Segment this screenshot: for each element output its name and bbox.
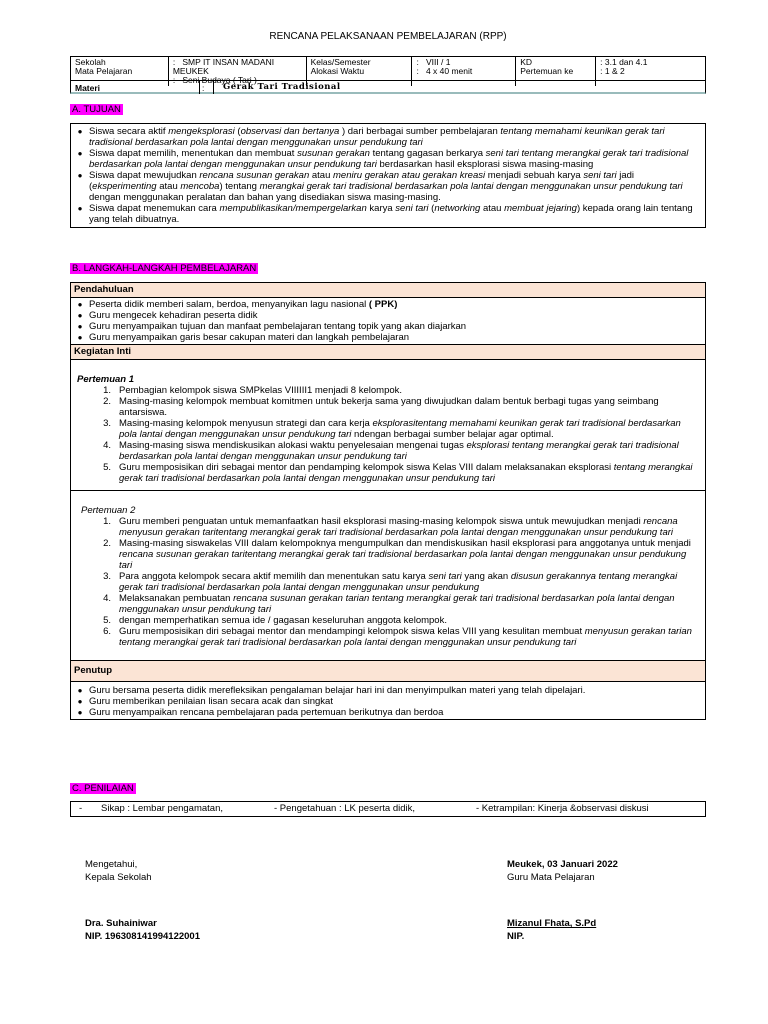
bullet-icon: ● [77,708,83,717]
list-item: 3. Masing-masing kelompok menyusun strategi dan cara kerja eksplorasitentang memahami keunikan gerak tari tradisional berdasarkan pola lantai dengan menggunakan unsur pendukung tari ndengan berbagai sumber belajar agar optimal. [103,418,681,440]
mapel-value: Seni Budaya ( Tari ) [182,75,257,85]
bullet-icon: ● [77,311,83,320]
mengetahui: Mengetahui, [85,859,138,870]
bullet-icon: ● [77,204,83,213]
pertemuan-label: Pertemuan ke [520,66,574,76]
materi-value: Gerak Tari Tradisional [223,82,341,92]
list-item: ● Siswa secara aktif mengeksplorasi (observasi dan bertanya ) dari berbagai sumber pembelajaran tentang memahami keunikan gerak tari tradisional berdasarkan pola lantai dengan menggunakan unsur pendukung tari [71,126,702,148]
document-title: RENCANA PELAKSANAAN PEMBELAJARAN (RPP) [269,31,507,42]
list-item: ● Guru bersama peserta didik merefleksikan pengalaman belajar hari ini dan menyimpulkan materi yang telah dipelajari. [71,685,705,696]
tujuan-box [70,123,706,228]
sekolah-value: SMP IT INSAN MADANI MEUKEK [172,57,275,76]
pendahuluan-label: Pendahuluan [71,283,705,298]
materi-row [70,80,706,94]
section-c-heading: C. PENILAIAN [72,783,134,794]
kelas-label: Kelas/Semester [310,57,371,67]
colon: : [202,83,205,93]
guru-name: Mizanul Fhata, S.Pd [507,918,597,929]
pendahuluan-box [70,282,706,720]
kepala-sekolah-nip: NIP. 196308141994122001 [85,931,200,942]
bullet-icon: ● [77,149,83,158]
list-item: ● Siswa dapat memilih, menentukan dan membuat susunan gerakan tentang gagasan berkarya seni tari tentang merangkai gerak tari tradisional berdasarkan pola lantai dengan menggunakan unsur pendukung tari berdasarkan hasil eksplorasi siswa masing-masing [71,148,702,170]
list-item: 4. Masing-masing siswa mendiskusikan alokasi waktu penyelesaian mengenai tugas eksplorasi tentang merangkai gerak tari tradisional berdasarkan pola lantai dengan menggunakan unsur pendukung tari [103,440,679,462]
penilaian-dash: - [79,803,83,814]
bullet-icon: ● [77,322,83,331]
list-item: 2. Masing-masing kelompok membuat komitmen untuk bekerja sama yang diwujudkan dalam bentuk berbagi tugas yang seimbang antarsiswa. [103,396,659,418]
penilaian-sikap: Sikap : Lembar pengamatan, [101,803,223,814]
guru-nip: NIP. [507,931,525,942]
penilaian-box [70,801,706,817]
section-b-heading: B. LANGKAH-LANGKAH PEMBELAJARAN [72,263,257,274]
list-item: ● Guru menyampaikan tujuan dan manfaat pembelajaran tentang topik yang akan diajarkan [71,321,705,332]
bullet-icon: ● [77,686,83,695]
penutup-list [71,682,705,719]
pertemuan-2-label: Pertemuan 2 [81,505,136,516]
penutup-label: Penutup [71,660,705,682]
kd-value: : 3.1 dan 4.1 [600,57,648,67]
inti-label: Kegiatan Inti [71,344,705,360]
alokasi-value: 4 x 40 menit [425,66,473,76]
list-item: ● Guru menyampaikan rencana pembelajaran pada pertemuan berikutnya dan berdoa [71,707,705,718]
pertemuan-2 [71,490,705,660]
colon: : [416,57,419,67]
alokasi-label: Alokasi Waktu [310,66,365,76]
materi-divider [213,81,214,94]
list-item: 2. Masing-masing siswakelas VIII dalam kelompoknya mengumpulkan dan mendiskusikan hasil eksplorasi para anggotanya untuk menjadi rencana susunan gerakan taritentang merangkai gerak tari tradisional berdasarkan pola lantai dengan menggunakan unsur pendukung tari [103,538,691,571]
colon: : [172,75,176,85]
pendahuluan-list [71,298,705,344]
signature-right [507,858,618,943]
signature-left [85,858,200,943]
kepala-sekolah-role: Kepala Sekolah [85,872,152,883]
list-item: 3. Para anggota kelompok secara aktif memilih dan menentukan satu karya seni tari yang akan disusun gerakannya tentang merangkai gerak tari tradisional berdasarkan pola lantai dengan menggunakan unsur pendukung [103,571,678,593]
list-item: 5. Guru memposisikan diri sebagai mentor dan pendamping kelompok siswa Kelas VIII dalam melaksanakan eksplorasi tentang merangkai gerak tari tradisional berdasarkan pola lantai dengan menggunakan unsur pendukung tari [103,462,693,484]
colon: : [172,57,176,67]
penilaian-pengetahuan: - Pengetahuan : LK peserta didik, [274,803,416,814]
kd-label: KD [520,57,533,67]
materi-divider [199,81,200,94]
bullet-icon: ● [77,127,83,136]
list-item: ● Peserta didik memberi salam, berdoa, menyanyikan lagu nasional ( PPK) [71,299,705,310]
bullet-icon: ● [77,300,83,309]
mapel-label: Mata Pelajaran [75,66,133,76]
list-item: 5. dengan memperhatikan semua ide / gagasan keseluruhan anggota kelompok. [103,615,447,626]
list-item: ● Guru memberikan penilaian lisan secara acak dan singkat [71,696,705,707]
list-item: 4. Melaksanakan pembuatan rencana susunan gerakan tarian tentang merangkai gerak tari tradisional berdasarkan pola lantai dengan menggunakan unsur pendukung tari [103,593,675,615]
colon: : [416,66,419,76]
bullet-icon: ● [77,171,83,180]
bullet-icon: ● [77,333,83,342]
pertemuan-value: : 1 & 2 [600,66,625,76]
list-item: ● Guru menyampaikan garis besar cakupan materi dan langkah pembelajaran [71,332,705,343]
penilaian-keterampilan: - Ketrampilan: Kinerja &observasi diskusi [476,803,649,814]
list-item: ● Guru mengecek kehadiran peserta didik [71,310,705,321]
pertemuan-1-label: Pertemuan 1 [77,374,135,385]
signature-date: Meukek, 03 Januari 2022 [507,859,618,870]
guru-role: Guru Mata Pelajaran [507,872,595,883]
sekolah-label: Sekolah [75,57,106,67]
pertemuan-1 [71,360,705,490]
materi-label: Materi [75,83,101,93]
kelas-value: VIII / 1 [425,57,451,67]
bullet-icon: ● [77,697,83,706]
list-item: ● Siswa dapat menemukan cara mempublikasikan/mempergelarkan karya seni tari (networking atau membuat jejaring) kepada orang lain tentang yang telah dibuatnya. [71,203,702,225]
list-item: 1. Guru memberi penguatan untuk memanfaatkan hasil eksplorasi masing-masing kelompok siswa untuk mewujudkan menjadi rencana menyusun gerakan taritentang merangkai gerak tari tradisional berdasarkan pola lantai dengan menggunakan unsur pendukung tari [103,516,678,538]
list-item: 1. Pembagian kelompok siswa SMPkelas VIIIIII1 menjadi 8 kelompok. [103,385,403,396]
section-a-heading: A. TUJUAN [72,104,121,115]
list-item: ● Siswa dapat mewujudkan rencana susunan gerakan atau meniru gerakan atau gerakan kreasi menjadi sebuah karya seni tari jadi (eksperimenting atau mencoba) tentang merangkai gerak tari tradisional berdasarkan pola lantai dengan menggunakan unsur pendukung tari dengan menggunakan peralatan dan bahan yang disediakan siswa masing-masing. [71,170,702,203]
list-item: 6. Guru memposisikan diri sebagai mentor dan mendampingi kelompok siswa kelas VIII yang kesulitan membuat menyusun gerakan tarian tentang merangkai gerak tari tradisional berdasarkan pola lantai dengan menggunakan unsur pendukung tari [103,626,692,648]
kepala-sekolah-name: Dra. Suhainiwar [85,918,157,929]
